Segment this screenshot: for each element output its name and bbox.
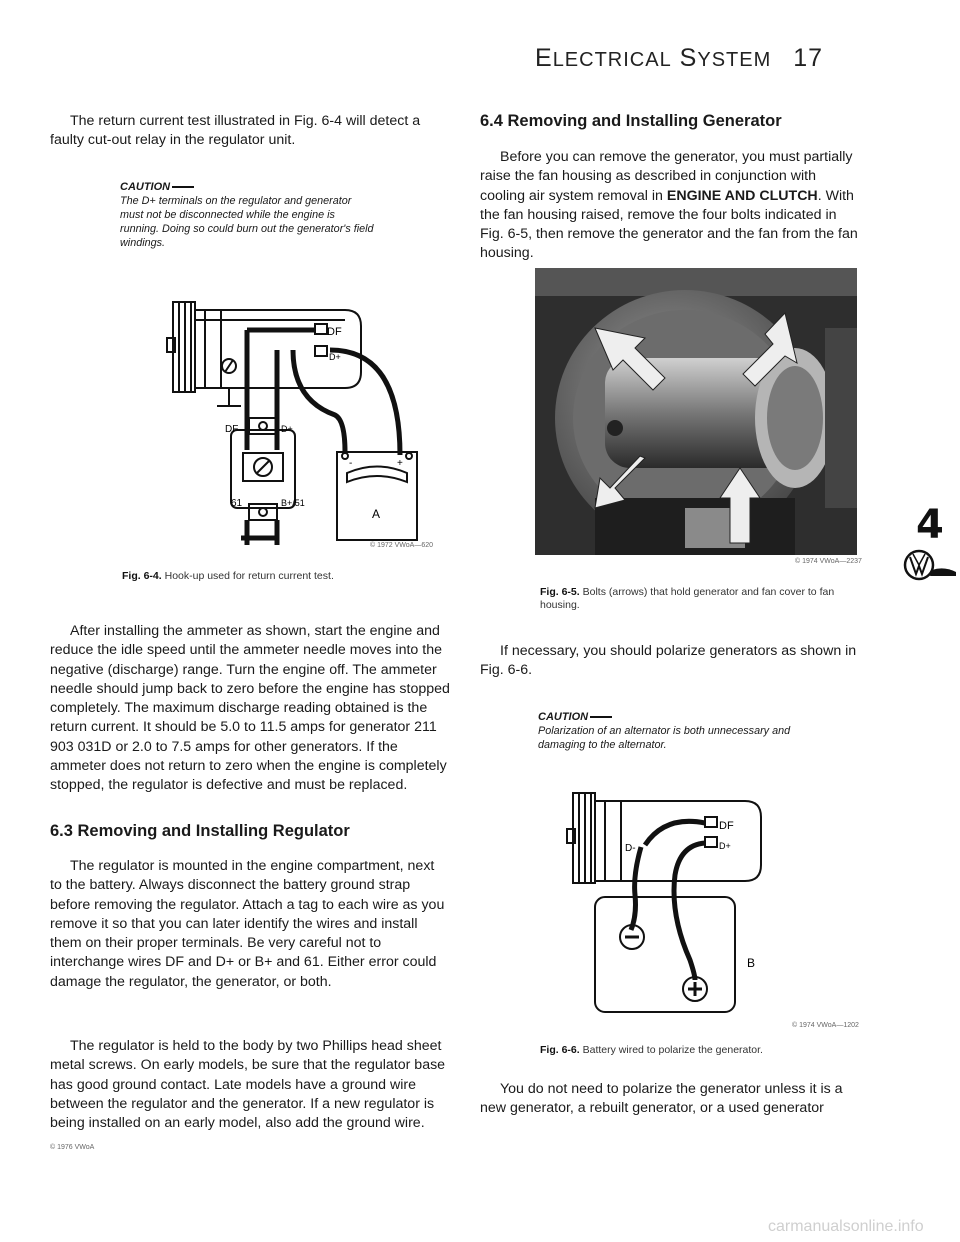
caution-title: CAUTION [120,180,375,194]
paragraph-regulator-screws: The regulator is held to the body by two Phillips head sheet metal screws. On early models, be sure that the regulator base has good ground contact. Late models have a ground wire between the regulator and the generator. If a new regulator is being installed on an early model, also add the ground wire. [50,1038,446,1132]
battery-body [595,897,735,1012]
fig65-illustration [535,268,857,555]
caution-text: The D+ terminals on the regulator and generator must not be disconnected while the engine is running. Doing so could burn out the generator's field windings. [120,195,374,249]
fig64-credit: © 1972 VWoA—620 [370,542,434,549]
fig64-label-ammeter-a: A [372,507,381,521]
caution-title: CAUTION [538,710,818,724]
chapter-tab-number: 4 [916,502,944,548]
fig66-caption [540,1044,860,1057]
fig66-label-b: B [747,956,756,970]
fig66-credit: © 1974 VWoA—1202 [792,1022,859,1029]
caution-box-1 [120,180,375,250]
fig66-label-dplus: D+ [719,841,731,851]
paragraph-polarize: If necessary, you should polarize generators as shown in Fig. 6-6. [480,643,857,679]
fig64-caption [122,570,442,583]
section-6-4-heading: 6.4 Removing and Installing Generator [480,112,782,130]
caption-label: Fig. 6-6. [540,1044,580,1056]
fig64-label-df-reg: DF [225,424,239,435]
intro-paragraph: The return current test illustrated in Fig. 6-4 will detect a faulty cut-out relay in the regulator unit. [50,113,421,149]
fig64-label-ammeter-minus: - [349,458,353,469]
fig64-label-ammeter-plus: + [397,458,403,469]
fig64-label-b51: B+/51 [281,498,305,508]
fig64-label-df-top: DF [327,326,342,338]
header-letter: S [679,44,698,72]
header-letter: E [535,44,553,72]
page-number: 17 [793,44,824,72]
footer-credit: © 1976 VWoA [50,1144,95,1151]
fig64-label-dplus-reg: D+ [281,424,293,434]
fig65-credit: © 1974 VWoA—2237 [795,558,862,565]
fig-6-4-diagram [165,290,450,550]
header-word: LECTRICAL [552,49,672,71]
caution-text: Polarization of an alternator is both unnecessary and damaging to the alternator. [538,725,791,751]
header-word: YSTEM [697,49,772,71]
fig64-label-61: 61 [231,498,243,509]
fig65-caption [540,586,860,612]
caption-label: Fig. 6-5. [540,586,580,598]
caption-text: Bolts (arrows) that hold generator and fan cover to fan housing. [540,586,835,611]
regulator-body [231,430,295,508]
fig-6-6-diagram [565,785,775,1020]
chapter-header [535,44,823,73]
paragraph-regulator-mount: The regulator is mounted in the engine compartment, next to the battery. Always disconnect the battery ground strap before removing the regulator. Attach a tag to each wire as you remove it so that you can later identify the wires and install them on their proper terminals. Be very careful not to interchange wires DF and D+ or B+ and 61. Either error could damage the regulator, the generator, or both. [50,858,445,990]
fig66-label-dminus: D- [625,843,636,854]
caution-box-2 [538,710,818,752]
fig64-label-dplus-top: D+ [329,352,341,362]
caption-label: Fig. 6-4. [122,570,162,582]
paragraph-generator-removal: Before you can remove the generator, you must partially raise the fan housing as described in conjunction with cooling air system removal in ENGINE AND CLUTCH. With the fan housing raised, remove the four bolts indicated in Fig. 6-5, then remove the generator and the fan from the fan housing. [480,149,858,262]
watermark: carmanualsonline.info [768,1218,924,1235]
vw-logo-icon [902,548,956,582]
section-6-3-heading: 6.3 Removing and Installing Regulator [50,822,350,840]
caption-text: Battery wired to polarize the generator. [582,1044,763,1056]
paragraph-polarize-condition: You do not need to polarize the generator unless it is a new generator, a rebuilt generator, or a used generator [480,1081,843,1117]
paragraph-ammeter: After installing the ammeter as shown, start the engine and reduce the idle speed until the ammeter needle moves into the negative (discharge) range. Turn the engine off. The ammeter needle should jump back to zero before the engine has stopped completely. The maximum discharge reading obtained is the return current. It should be 5.0 to 11.5 amps for generator 211 903 031D or 2.0 to 7.5 amps for other generators. If the ammeter does not return to zero when the engine is completely stopped, the regulator is defective and must be replaced. [50,623,450,794]
caption-text: Hook-up used for return current test. [164,570,334,582]
fig66-label-df: DF [719,820,734,832]
fig-6-5-photo [535,268,857,555]
